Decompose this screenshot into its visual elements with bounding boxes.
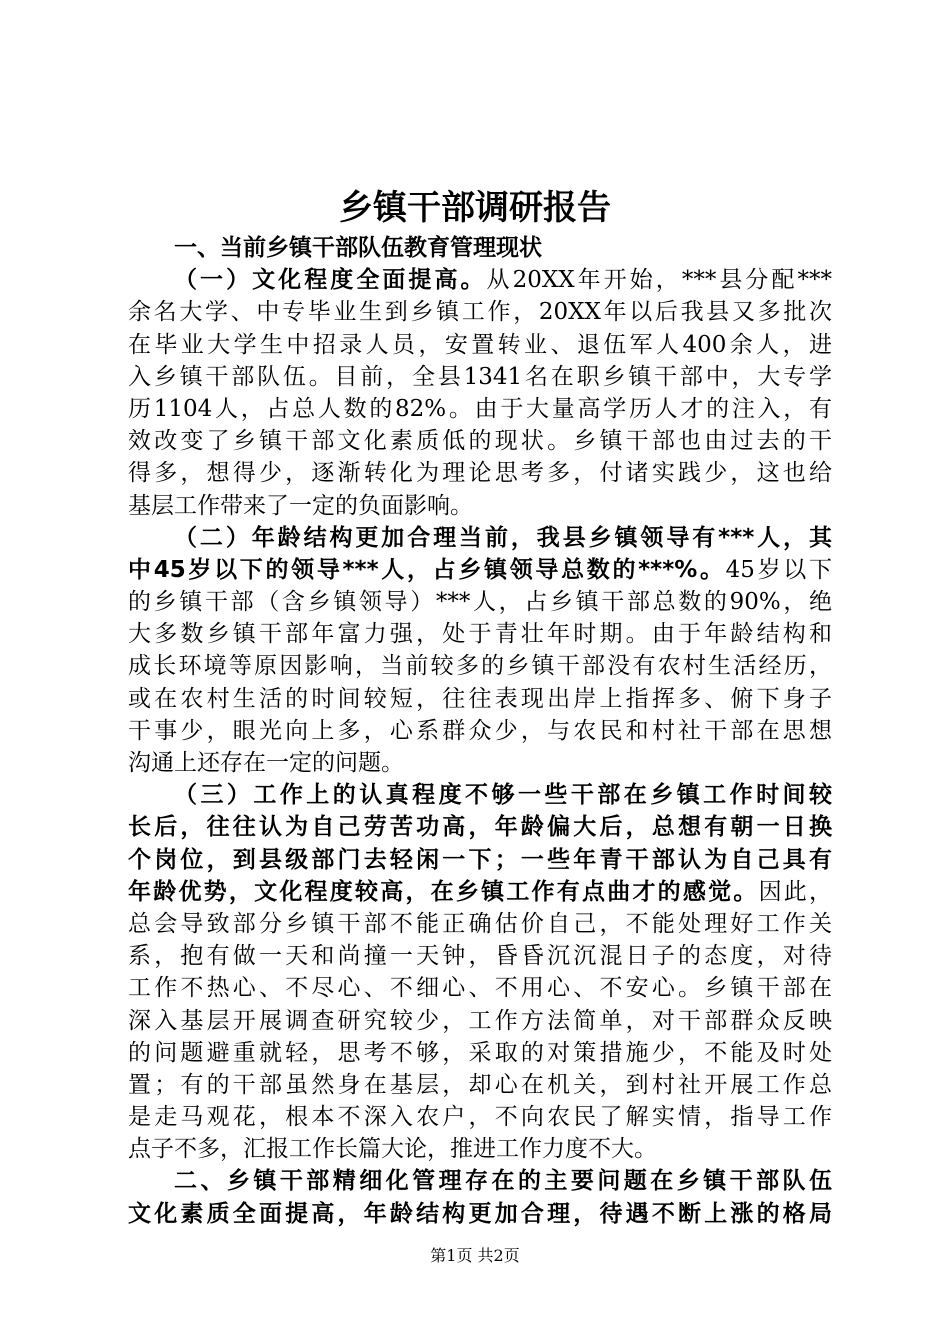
paragraph-2-line: 大多数乡镇干部年富力强，处于青壮年时期。由于年龄结构和 bbox=[128, 621, 832, 648]
paragraph-3-bold-part: 年龄优势，文化程度较高，在乡镇工作有点曲才的感觉。 bbox=[128, 878, 759, 905]
paragraph-1-lead: （一）文化程度全面提高。 bbox=[174, 267, 487, 294]
paragraph-3-line: 置；有的干部虽然身在基层，却心在机关，到村社开展工作总 bbox=[128, 1071, 832, 1098]
page-footer: 第1页 共2页 bbox=[430, 1246, 520, 1265]
paragraph-2-line: 成长环境等原因影响，当前较多的乡镇干部没有农村生活经历， bbox=[128, 653, 832, 680]
paragraph-1-line: 余名大学、中专毕业生到乡镇工作，20XX年以后我县又多批次 bbox=[128, 299, 832, 326]
paragraph-2-line: 或在农村生活的时间较短，往往表现出岸上指挥多、俯下身子 bbox=[128, 685, 832, 712]
paragraph-1-line-1 bbox=[128, 264, 832, 296]
paragraph-3-line: 个岗位，到县级部门去轻闲一下；一些年青干部认为自己具有 bbox=[128, 846, 832, 873]
paragraph-2-bold-part: 中45岁以下的领导***人，占乡镇领导总数的***%。 bbox=[128, 556, 726, 583]
paragraph-3-line: 是走马观花，根本不深入农户，不向农民了解实情，指导工作 bbox=[128, 1104, 832, 1131]
paragraph-3-line: 系，抱有做一天和尚撞一天钟，昏昏沉沉混日子的态度，对待 bbox=[128, 943, 832, 970]
paragraph-2-line bbox=[128, 554, 832, 586]
paragraph-2-line: 干事少，眼光向上多，心系群众少，与农民和村社干部在思想 bbox=[128, 717, 832, 744]
paragraph-1-lead-rest: 从20XX年开始，***县分配*** bbox=[486, 267, 832, 294]
paragraph-3-line: （三）工作上的认真程度不够一些干部在乡镇工作时间较 bbox=[174, 782, 832, 809]
section-heading-1: 一、当前乡镇干部队伍教育管理现状 bbox=[174, 235, 542, 261]
document-title: 乡镇干部调研报告 bbox=[339, 188, 611, 228]
paragraph-3-line: 点子不多，汇报工作长篇大论，推进工作力度不大。 bbox=[128, 1136, 657, 1163]
paragraph-3-line: 总会导致部分乡镇干部不能正确估价自己，不能处理好工作关 bbox=[128, 910, 832, 937]
paragraph-3-line: 长后，往往认为自己劳苦功高，年龄偏大后，总想有朝一日换 bbox=[128, 814, 832, 841]
paragraph-1-line: 历1104人，占总人数的82%。由于大量高学历人才的注入，有 bbox=[128, 395, 832, 422]
paragraph-3-line bbox=[128, 876, 832, 908]
paragraph-2-line: 沟通上还存在一定的问题。 bbox=[128, 750, 404, 776]
section-2-line: 文化素质全面提高，年龄结构更加合理，待遇不断上涨的格局 bbox=[128, 1200, 832, 1227]
paragraph-1-line: 效改变了乡镇干部文化素质低的现状。乡镇干部也由过去的干 bbox=[128, 428, 832, 455]
paragraph-3-serif-part: 因此， bbox=[758, 878, 832, 905]
paragraph-3-line: 工作不热心、不尽心、不细心、不用心、不安心。乡镇干部在 bbox=[128, 975, 832, 1002]
paragraph-2-line: （二）年龄结构更加合理当前，我县乡镇领导有***人，其 bbox=[174, 524, 832, 551]
paragraph-3-line: 的问题避重就轻，思考不够，采取的对策措施少，不能及时处 bbox=[128, 1039, 832, 1066]
paragraph-1-line: 在毕业大学生中招录人员，安置转业、退伍军人400余人，进 bbox=[128, 331, 832, 358]
paragraph-2-line: 的乡镇干部（含乡镇领导）***人，占乡镇干部总数的90%，绝 bbox=[128, 589, 832, 616]
paragraph-2-serif-part: 45岁以下 bbox=[725, 556, 832, 583]
paragraph-1-line: 入乡镇干部队伍。目前，全县1341名在职乡镇干部中，大专学 bbox=[128, 363, 832, 390]
paragraph-3-line: 深入基层开展调查研究较少，工作方法简单，对干部群众反映 bbox=[128, 1007, 832, 1034]
paragraph-1-line: 基层工作带来了一定的负面影响。 bbox=[128, 492, 473, 519]
paragraph-1-line: 得多，想得少，逐渐转化为理论思考多，付诸实践少，这也给 bbox=[128, 460, 832, 487]
section-heading-2: 二、乡镇干部精细化管理存在的主要问题在乡镇干部队伍 bbox=[174, 1168, 832, 1195]
document-body bbox=[128, 232, 832, 1230]
